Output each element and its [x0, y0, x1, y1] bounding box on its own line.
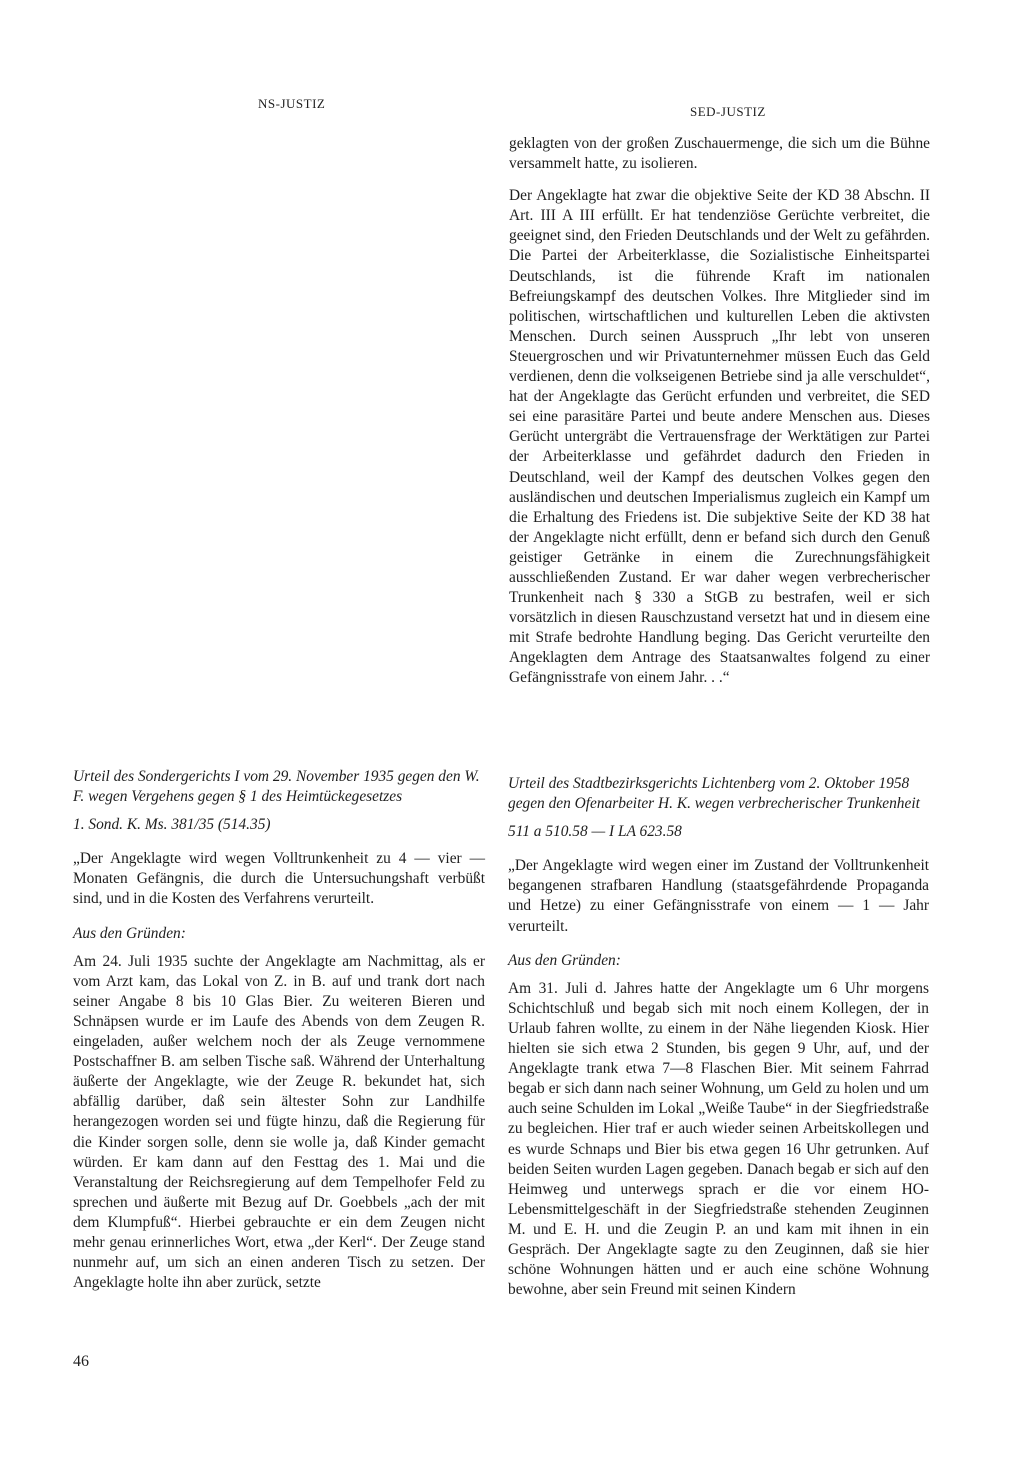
reasons-subheading: Aus den Gründen: [508, 951, 621, 969]
judgment-title: Urteil des Sondergerichts I vom 29. November 1935 gegen den W. F. wegen Vergehens gegen § 1 des Heimtückegesetzes [73, 768, 480, 806]
running-head-right: SED-JUSTIZ [690, 104, 766, 119]
ns-judgment-section [73, 767, 485, 1293]
case-reference: 1. Sond. K. Ms. 381/35 (514.35) [73, 816, 271, 834]
page-number: 46 [73, 1353, 89, 1370]
continuation-paragraph: geklagten von der großen Zuschauermenge, die sich um die Bühne versammelt hatte, zu isolieren. [509, 135, 930, 173]
reasons-body: Am 31. Juli d. Jahres hatte der Angeklagte um 6 Uhr morgens Schichtschluß und begab sich mit noch einem Kollegen, der in Urlaub fahren wollte, zu einem in der Nähe liegenden Kiosk. Hier hielten sie sich etwa 2 Stunden, bis gegen 9 Uhr, auf, und der Angeklagte trank etwa 7—8 Flaschen Bier. Mit seinem Fahrrad begab er sich dann nach seiner Wohnung, um Geld zu holen und um auch seine Schulden im Lokal „Weiße Taube“ in der Siegfriedstraße zu begleichen. Hier traf er auch wieder seinen Arbeitskollegen und es wurde Schnaps und Bier bis etwa gegen 16 Uhr getrunken. Auf beiden Seiten wurden Lagen gegeben. Danach begab er sich auf den Heimweg und unterwegs sprach er die vor einem HO-Lebensmittelgeschäft in der Siegfriedstraße stehenden Zeuginnen M. und E. H. und die Zeugin P. an und kam mit ihnen in ein Gespräch. Der Angeklagte sagte zu den Zeuginnen, daß sie hier schöne Wohnungen hätten und er auch eine schöne Wohnung bewohne, aber sein Freund mit seinen Kindern [508, 979, 929, 1299]
sed-judgment-section [508, 774, 929, 1300]
running-head-left: NS-JUSTIZ [258, 96, 326, 111]
right-column-continuation [509, 134, 930, 689]
reasoning-paragraph: Der Angeklagte hat zwar die objektive Seite der KD 38 Abschn. II Art. III A III erfüllt. Er hat tendenziöse Gerüchte verbreitet, die geeignet sind, den Frieden Deutschlands und der Welt zu gefährden. Die Partei der Arbeiterklasse, die Sozialistische Einheitspartei Deutschlands, ist die führende Kraft im nationalen Befreiungskampf des deutschen Volkes. Ihre Mitglieder sind im politischen, wirtschaftlichen und kulturellen Leben die aktivsten Menschen. Durch seinen Ausspruch „Ihr lebt von unseren Steuergroschen und wir Privatunternehmer müssen Euch das Geld verdienen, denn die volkseigenen Betriebe sind ja alle verschuldet“, hat der Angeklagte das Gerücht erfunden und verbreitet, die SED sei eine parasitäre Partei und beute andere Menschen aus. Dieses Gerücht untergräbt die Vertrauensfrage der Werktätigen zur Partei der Arbeiterklasse und gefährdet dadurch den Frieden in Deutschland, weil der Kampf des deutschen Volkes gegen den ausländischen und deutschen Imperialismus zugleich ein Kampf um die Erhaltung des Friedens ist. Die subjektive Seite der KD 38 hat der Angeklagte nicht erfüllt, denn er befand sich durch den Genuß geistiger Getränke in einem die Zurechnungsfähigkeit ausschließenden Zustand. Er war daher wegen verbrecherischer Trunkenheit nach § 330 a StGB zu bestrafen, weil er sich vorsätzlich in diesen Rauschzustand versetzt hat und in diesem eine mit Strafe bedrohte Handlung beging. Das Gericht verurteilte den Angeklagten dem Antrage des Staatsanwaltes folgend zu einer Gefängnisstrafe von einem Jahr. . .“ [509, 187, 930, 687]
reasons-subheading: Aus den Gründen: [73, 924, 186, 942]
reasons-body: Am 24. Juli 1935 suchte der Angeklagte am Nachmittag, als er vom Arzt kam, das Lokal von Z. in B. auf und trank dort nach seiner Angabe 8 bis 10 Glas Bier. Zu weiteren Bieren und Schnäpsen wurde er im Laufe des Abends von dem Zeugen R. eingeladen, außer welchem noch der als Zeuge vernommene Postschaffner B. am selben Tische saß. Während der Unterhaltung äußerte der Angeklagte, wie der Zeuge R. bekundet hat, sich abfällig darüber, daß sein ältester Sohn zur Landhilfe herangezogen worden sei und fügte hinzu, daß die Regierung für die Kinder sorgen solle, denn sie wolle ja, daß Kinder gemacht würden. Er kam dann auf den Festtag des 1. Mai und die Veranstaltung der Reichsregierung auf dem Tempelhofer Feld zu sprechen und äußerte mit Bezug auf Dr. Goebbels „ach der mit dem Klumpfuß“. Hierbei gebrauchte er ein dem Zeugen nicht mehr genau erinnerliches Wort, etwa „der Kerl“. Der Zeuge stand nunmehr auf, um sich an einen anderen Tisch zu setzen. Der Angeklagte holte ihn aber zurück, setzte [73, 952, 485, 1292]
verdict-text: „Der Angeklagte wird wegen Volltrunkenheit zu 4 — vier — Monaten Gefängnis, die durch die Untersuchungshaft verbüßt sind, und in die Kosten des Verfahrens verurteilt. [73, 850, 485, 908]
judgment-title: Urteil des Stadtbezirksgerichts Lichtenberg vom 2. Oktober 1958 gegen den Ofenarbeiter H. K. wegen verbrecherischer Trunkenheit [508, 775, 920, 813]
verdict-text: „Der Angeklagte wird wegen einer im Zustand der Volltrunkenheit begangenen strafbaren Handlung (staatsgefährdende Propaganda und Hetze) zu einer Gefängnisstrafe von einem — 1 — Jahr verurteilt. [508, 857, 929, 935]
case-reference: 511 a 510.58 — I LA 623.58 [508, 823, 682, 841]
